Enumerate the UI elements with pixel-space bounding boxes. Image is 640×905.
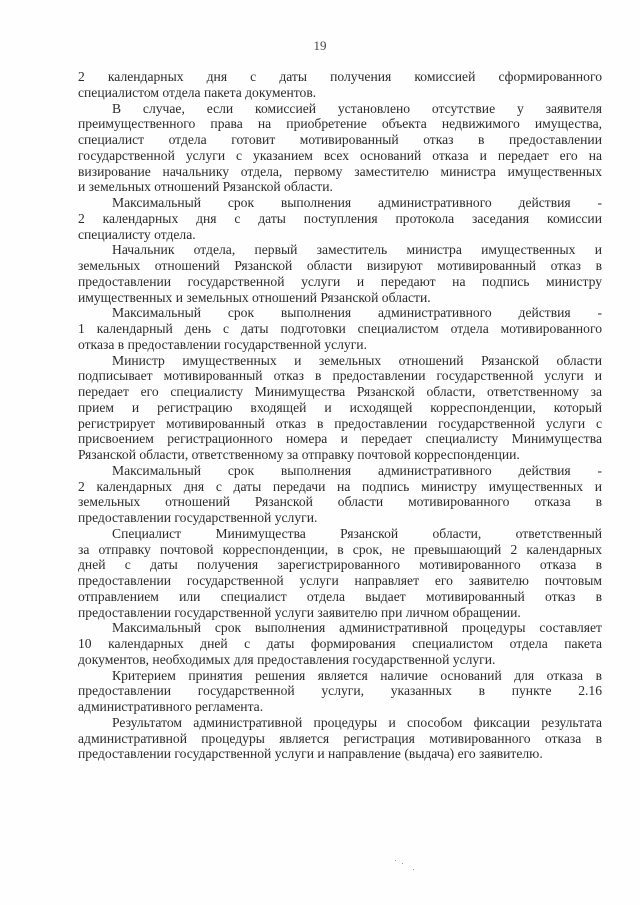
text-line: Результатом административной процедуры и способом фиксации результата xyxy=(112,714,602,730)
text-line: Максимальный срок выполнения административного действия - xyxy=(112,305,602,321)
paragraph xyxy=(78,195,602,242)
paragraph xyxy=(78,305,602,352)
paragraph xyxy=(78,620,602,667)
paragraph xyxy=(78,715,602,762)
page-number: 19 xyxy=(313,38,327,53)
text-line: подписывает мотивированный отказ в предоставлении государственной услуги и xyxy=(78,368,602,384)
text-line: административного регламента. xyxy=(78,699,264,714)
scan-artifact xyxy=(395,860,396,861)
text-line: имущественных и земельных отношений Рязанской области. xyxy=(78,289,431,305)
text-line: предоставлении государственной услуги и передают на подпись министру xyxy=(78,273,602,289)
text-line: отправлением или специалист отдела выдает мотивированный отказ в xyxy=(78,588,602,604)
text-line: специалисту отдела. xyxy=(78,226,196,242)
paragraph xyxy=(78,353,602,463)
text-line: присвоением регистрационного номера и передает специалисту Минимущества xyxy=(78,431,602,447)
text-line: специалист отдела готовит мотивированный отказ в предоставлении xyxy=(78,132,602,147)
text-line: Максимальный срок выполнения административного действия - xyxy=(112,195,602,210)
text-line: прием и регистрацию входящей и исходящей корреспонденции, который xyxy=(78,399,602,415)
text-line: преимущественного права на приобретение объекта недвижимого имущества, xyxy=(78,116,602,132)
text-line: 2 календарных дня с даты поступления протокола заседания комиссии xyxy=(78,210,602,226)
paragraph xyxy=(78,668,602,715)
text-line: В случае, если комиссией установлено отсутствие у заявителя xyxy=(112,100,602,116)
text-line: административной процедуры является регистрация мотивированного отказа в xyxy=(78,730,602,746)
text-line: отказа в предоставлении государственной услуги. xyxy=(78,336,367,352)
text-line: 2 календарных дня с даты передачи на подпись министру имущественных и xyxy=(78,478,602,494)
text-line: передает его специалисту Минимущества Рязанской области, ответственному за xyxy=(78,384,602,399)
text-line: и земельных отношений Рязанской области. xyxy=(78,179,333,195)
text-line: предоставлении государственной услуги. xyxy=(78,510,318,525)
text-line: Министр имущественных и земельных отношений Рязанской области xyxy=(112,352,602,368)
paragraph xyxy=(78,526,602,621)
text-line: государственной услуги с указанием всех оснований отказа и передает его на xyxy=(78,147,602,163)
text-line: земельных отношений Рязанской области визируют мотивированный отказ в xyxy=(78,258,602,273)
text-line: предоставлении государственной услуги направляет его заявителю почтовым xyxy=(78,573,602,588)
text-line: специалистом отдела пакета документов. xyxy=(78,84,317,100)
text-line: предоставлении государственной услуги заявителю при личном обращении. xyxy=(78,604,521,620)
paragraph xyxy=(78,242,602,305)
text-line: предоставлении государственной услуги и направление (выдача) его заявителю. xyxy=(78,746,543,762)
text-line: Рязанской области, ответственному за отправку почтовой корреспонденции. xyxy=(78,447,520,462)
scan-artifact xyxy=(413,869,414,870)
text-line: регистрирует мотивированный отказ в предоставлении государственной услуги с xyxy=(78,415,602,431)
text-line: за отправку почтовой корреспонденции, в срок, не превышающий 2 календарных xyxy=(78,541,602,557)
text-line: визирование начальнику отдела, первому заместителю министра имущественных xyxy=(78,163,602,179)
text-line: дней с даты получения зарегистрированного мотивированного отказа в xyxy=(78,557,602,573)
text-line: Начальник отдела, первый заместитель министра имущественных и xyxy=(112,242,602,258)
text-line: Критерием принятия решения является наличие оснований для отказа в xyxy=(112,667,602,683)
text-line: земельных отношений Рязанской области мотивированного отказа в xyxy=(78,494,602,510)
text-line: Максимальный срок выполнения административного действия - xyxy=(112,462,602,478)
text-line: предоставлении государственной услуги, указанных в пункте 2.16 xyxy=(78,683,602,699)
scan-artifact xyxy=(402,863,403,864)
text-line: 2 календарных дня с даты получения комиссией сформированного xyxy=(78,69,602,84)
text-line: 10 календарных дней с даты формирования специалистом отдела пакета xyxy=(78,636,602,651)
paragraph xyxy=(78,101,602,196)
text-line: Специалист Минимущества Рязанской области, ответственный xyxy=(112,525,602,541)
paragraph xyxy=(78,463,602,526)
text-line: Максимальный срок выполнения административной процедуры составляет xyxy=(112,620,602,636)
paragraph xyxy=(78,69,602,101)
document-body xyxy=(78,69,602,762)
text-line: документов, необходимых для предоставления государственной услуги. xyxy=(78,651,496,667)
text-line: 1 календарный день с даты подготовки специалистом отдела мотивированного xyxy=(78,321,602,336)
